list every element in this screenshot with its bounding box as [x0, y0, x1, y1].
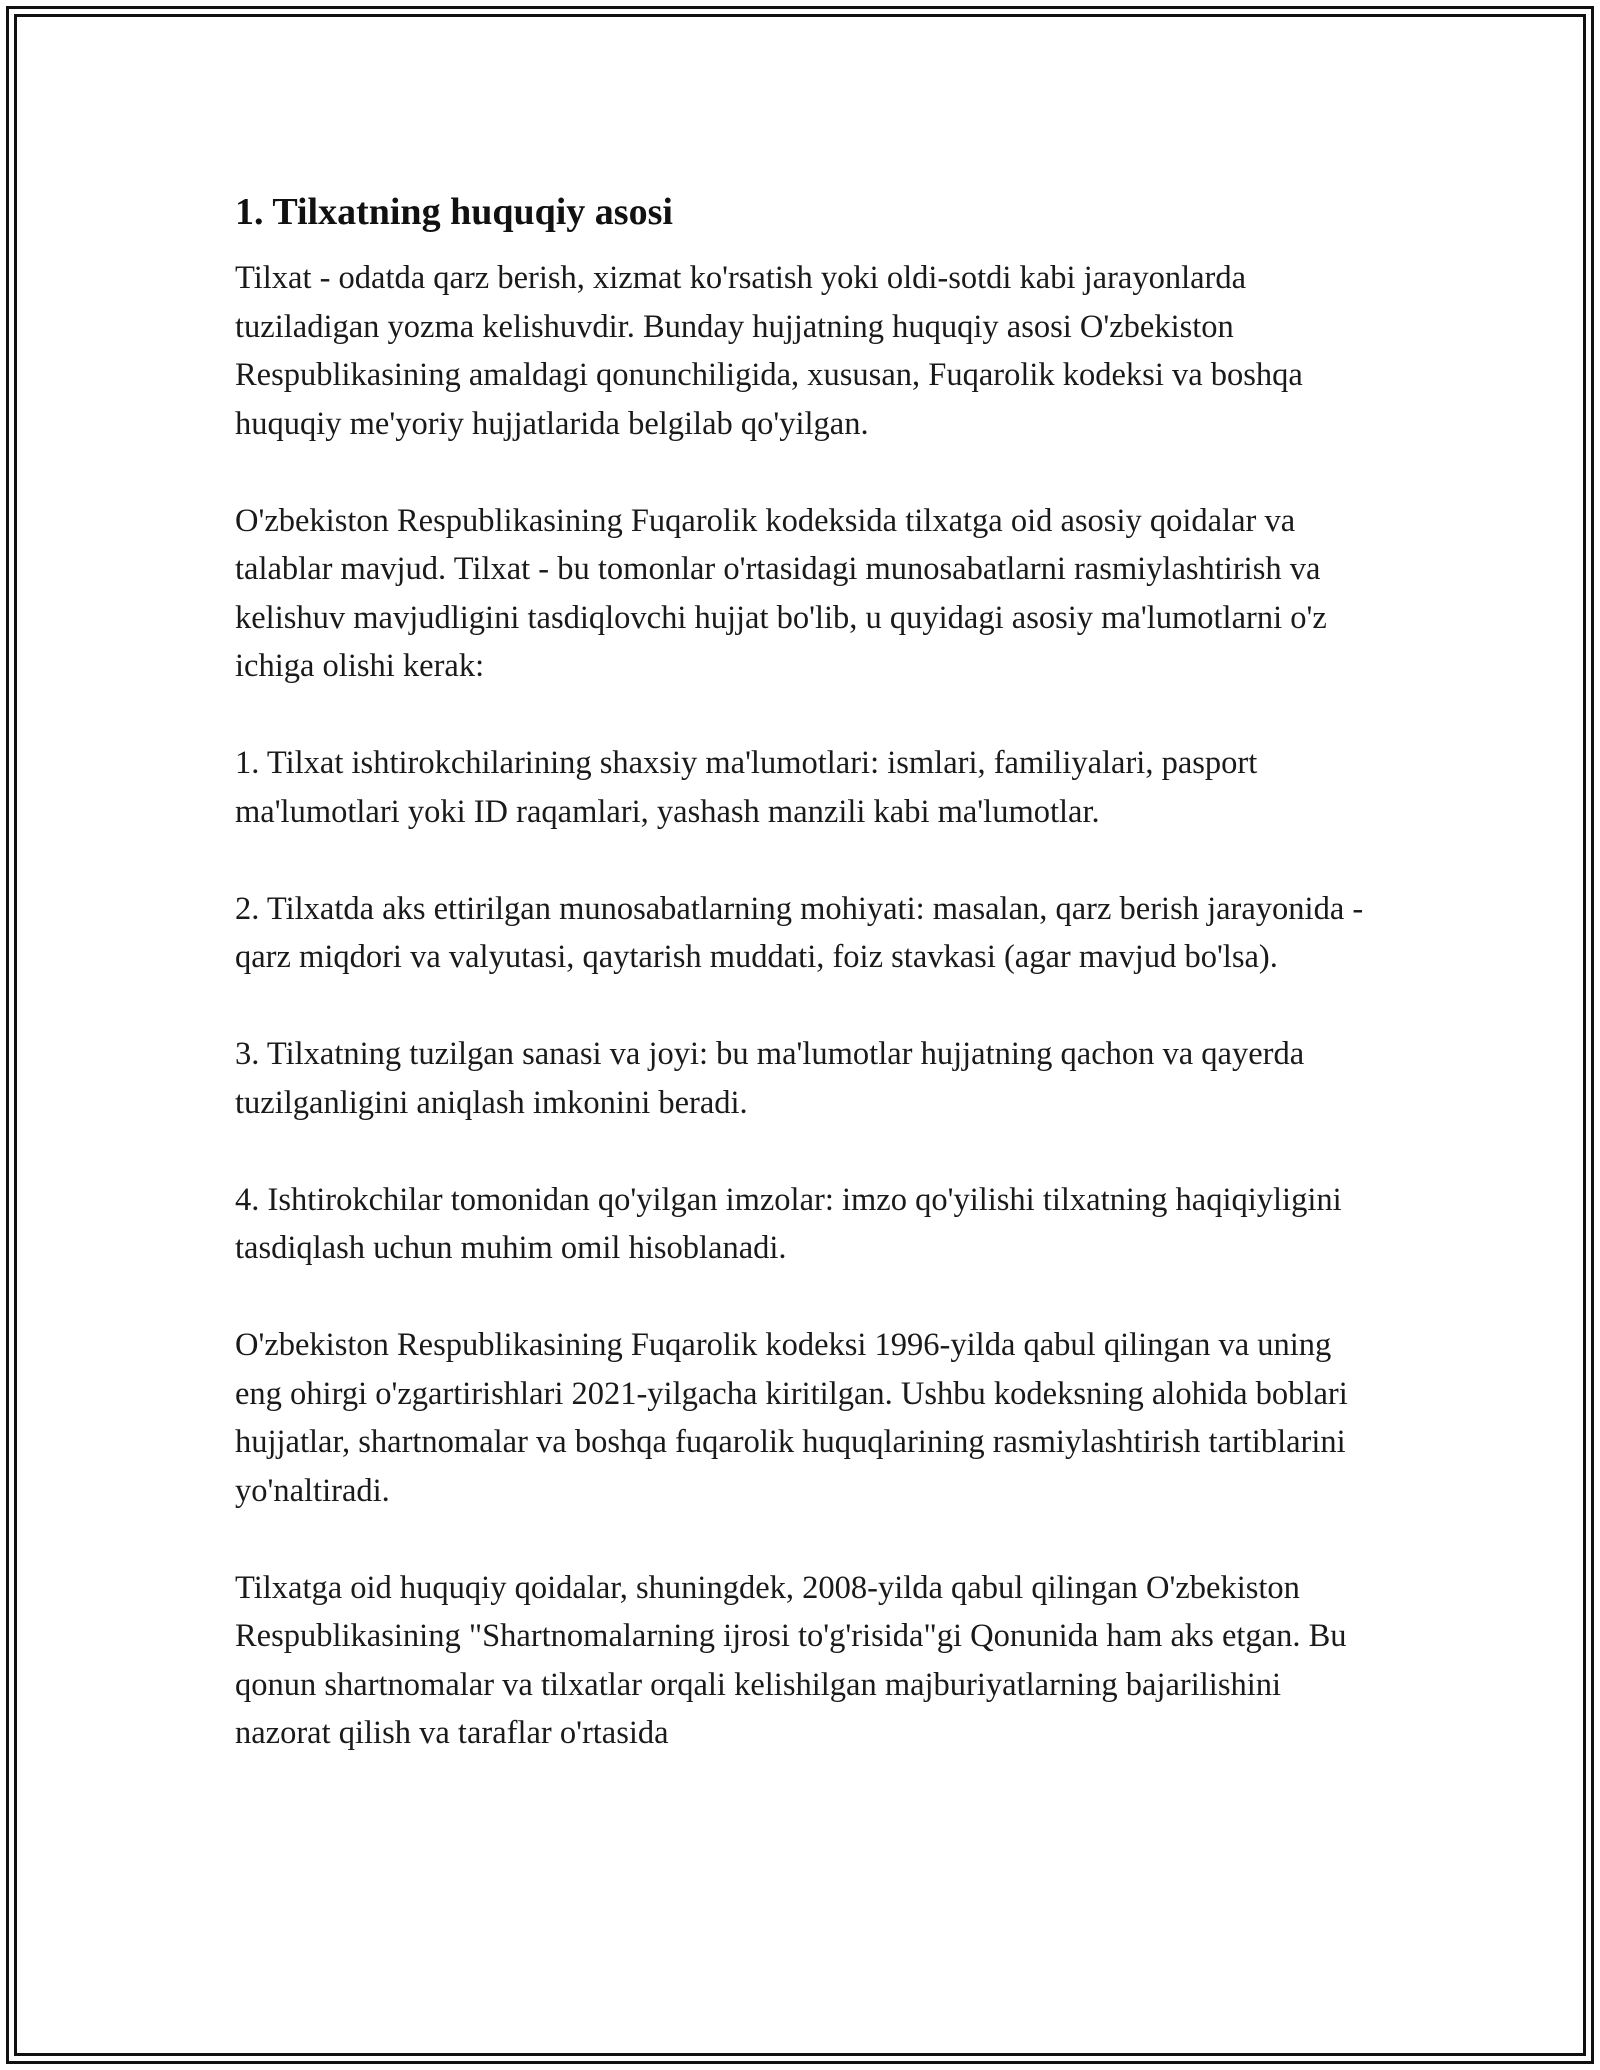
paragraph-civil-code: O'zbekiston Respublikasining Fuqarolik kodeksida tilxatga oid asosiy qoidalar va talablar mavjud. Tilxat - bu tomonlar o'rtasidagi munosabatlarni rasmiylashtirish va kelishuv mavjudligini tasdiqlovchi hujjat bo'lib, u quyidagi asosiy ma'lumotlarni o'z ichiga olishi kerak:	[235, 502, 1327, 684]
document-body	[235, 186, 1375, 1806]
paragraph-contracts-law: Tilxatga oid huquqiy qoidalar, shuningdek, 2008-yilda qabul qilingan O'zbekiston Respublikasining "Shartnomalarning ijrosi to'g'risida"gi Qonunida ham aks etgan. Bu qonun shartnomalar va tilxatlar orqali kelishilgan majburiyatlarning bajarilishini nazorat qilish va taraflar o'rtasida	[235, 1569, 1347, 1751]
list-item-essence: 2. Tilxatda aks ettirilgan munosabatlarning mohiyati: masalan, qarz berish jarayonida - qarz miqdori va valyutasi, qaytarish muddati, foiz stavkasi (agar mavjud bo'lsa).	[235, 890, 1364, 975]
section-heading: 1. Tilxatning huquqiy asosi	[235, 191, 673, 233]
list-item-participants: 1. Tilxat ishtirokchilarining shaxsiy ma'lumotlari: ismlari, familiyalari, pasport ma'lumotlari yoki ID raqamlari, yashash manzili kabi ma'lumotlar.	[235, 745, 1258, 830]
list-item-date-place: 3. Tilxatning tuzilgan sanasi va joyi: bu ma'lumotlar hujjatning qachon va qayerda tuzilganligini aniqlash imkonini beradi.	[235, 1036, 1305, 1121]
paragraph-code-history: O'zbekiston Respublikasining Fuqarolik kodeksi 1996-yilda qabul qilingan va uning eng ohirgi o'zgartirishlari 2021-yilgacha kiritilgan. Ushbu kodeksning alohida boblari hujjatlar, shartnomalar va boshqa fuqarolik huquqlarining rasmiylashtirish tartiblarini yo'naltiradi.	[235, 1327, 1348, 1509]
paragraph-definition: Tilxat - odatda qarz berish, xizmat ko'rsatish yoki oldi-sotdi kabi jarayonlarda tuziladigan yozma kelishuvdir. Bunday hujjatning huquqiy asosi O'zbekiston Respublikasining amaldagi qonunchiligida, xususan, Fuqarolik kodeksi va boshqa huquqiy me'yoriy hujjatlarida belgilab qo'yilgan.	[235, 260, 1303, 442]
list-item-signatures: 4. Ishtirokchilar tomonidan qo'yilgan imzolar: imzo qo'yilishi tilxatning haqiqiyligini tasdiqlash uchun muhim omil hisoblanadi.	[235, 1181, 1342, 1266]
